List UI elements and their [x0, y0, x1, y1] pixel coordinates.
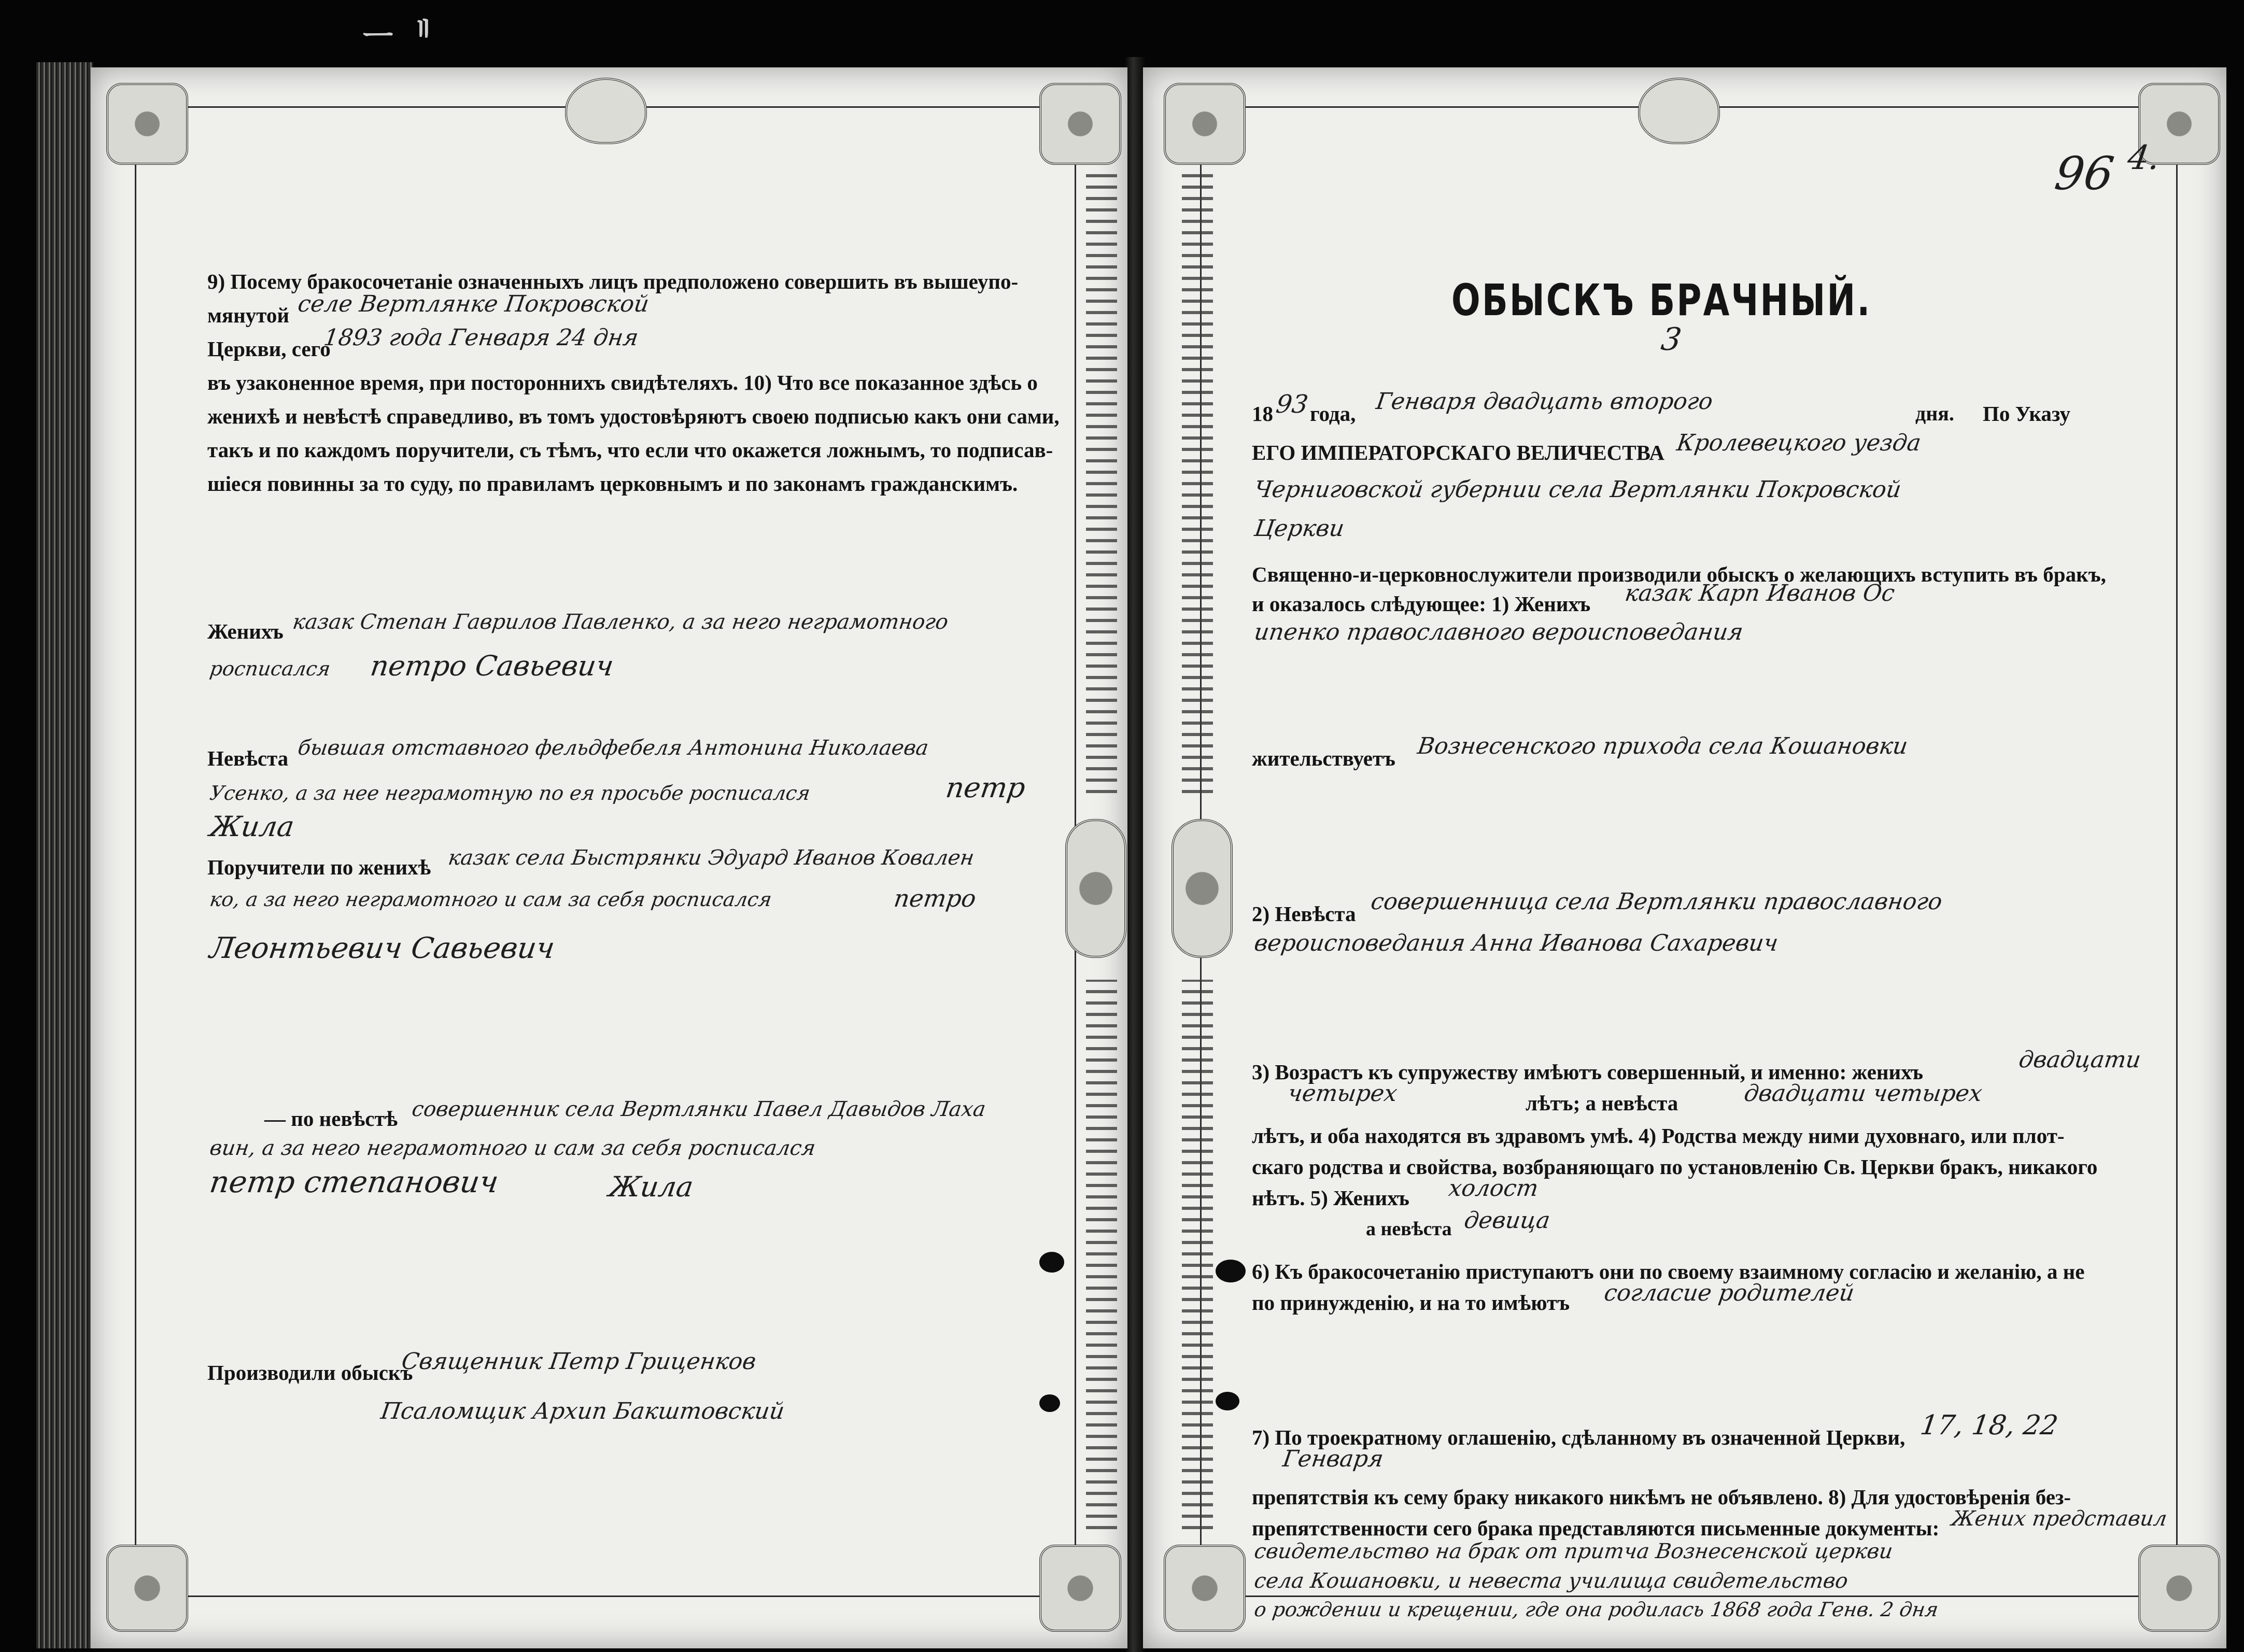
bride-status-label: а невѣста	[1366, 1218, 1452, 1240]
left-page-crest	[565, 78, 647, 144]
groom-signature-line2: росписался	[208, 657, 332, 680]
groom-guarantors-signatory-2: Леонтьевич Савьевич	[207, 931, 557, 965]
bride-name-handwritten-line1: совершенница села Вертлянки православного	[1369, 888, 1944, 915]
groom-guarantors-label: Поручители по женихѣ	[207, 855, 431, 879]
residence-handwritten: Вознесенского прихода села Кошановки	[1416, 733, 1910, 759]
performers-label: Производили обыскъ	[207, 1361, 413, 1385]
right-page-crest	[1638, 78, 1720, 144]
clause-9-label-church: мянутой	[207, 303, 289, 327]
performer-priest-signature: Священник Петр Гриценков	[400, 1348, 758, 1375]
right-page-frame	[1200, 106, 2178, 1597]
majesty-header: ЕГО ИМПЕРАТОРСКАГО ВЕЛИЧЕСТВА	[1252, 441, 1664, 464]
border-vine	[1086, 980, 1117, 1529]
groom-status-handwritten: холост	[1447, 1175, 1540, 1202]
bride-signature-line2: Усенко, а за нее неграмотную по ея просьбе росписался	[208, 782, 812, 804]
residence-label: жительствуетъ	[1252, 746, 1395, 770]
corner-ornament	[1039, 83, 1121, 165]
groom-guarantors-line1: казак села Быстрянки Эдуард Иванов Ковален	[446, 846, 976, 870]
wedding-church-handwritten: селе Вертлянке Покровской	[296, 291, 651, 317]
intro-line1: Священно-и-церковнослужители производили обыскъ о желающихъ вступить въ бракъ,	[1252, 562, 2106, 586]
corner-ornament	[106, 83, 188, 165]
age-line2: лѣтъ; а невѣста	[1526, 1091, 1678, 1115]
page-number-secondary: 4.	[2125, 139, 2163, 177]
groom-guarantors-signatory-1: петро	[892, 884, 978, 912]
year-label: года,	[1310, 402, 1356, 426]
county-handwritten: Кролевецкого уезда	[1675, 430, 1923, 456]
corner-ornament	[1164, 83, 1246, 165]
ink-blot	[1039, 1252, 1064, 1273]
corner-ornament	[1164, 1545, 1246, 1632]
corner-ornament	[2138, 1545, 2220, 1632]
bride-guarantors-signatory-1: петр степанович	[207, 1164, 501, 1199]
clause-9-line6: такъ и по каждомъ поручители, съ тѣмъ, что если что окажется ложнымъ, то подписав-	[207, 438, 1053, 462]
groom-name-handwritten-line2: ипенко православного вероисповедания	[1252, 619, 1745, 645]
groom-name-handwritten-line1: казак Карп Иванов Ос	[1623, 580, 1897, 606]
left-page	[91, 67, 1127, 1648]
age-line5: нѣтъ. 5) Женихъ	[1252, 1186, 1409, 1210]
search-date-handwritten: Генваря двадцать второго	[1374, 388, 1715, 415]
right-page	[1143, 67, 2226, 1648]
bride-guarantors-signatory-2: Жила	[606, 1170, 696, 1203]
banns-line3: препятственности сего брака представляются письменные документы:	[1252, 1516, 1940, 1540]
bride-status-handwritten: девица	[1462, 1207, 1552, 1234]
age-line3: лѣтъ, и оба находятся въ здравомъ умѣ. 4) Родства между ними духовнаго, или плот-	[1252, 1124, 2065, 1148]
border-vine	[1182, 980, 1213, 1529]
groom-age-handwritten-2: четырех	[1286, 1080, 1399, 1107]
side-ornament	[1172, 819, 1233, 958]
corner-ornament	[1039, 1545, 1121, 1632]
bride-guarantors-label: — по невѣстѣ	[264, 1107, 398, 1131]
banns-dates-handwritten: 17, 18, 22	[1918, 1410, 2060, 1441]
clause-9-line1: 9) Посему бракосочетаніе означенныхъ лицъ предположено совершить въ вышеупо-	[207, 270, 1019, 293]
bride-label: Невѣста	[207, 746, 289, 770]
age-line4: скаго родства и свойства, возбраняющаго по установленію Св. Церкви бракъ, никакого	[1252, 1155, 2098, 1179]
intro-line2: и оказалось слѣдующее: 1) Женихъ	[1252, 592, 1591, 616]
ink-blot	[1216, 1260, 1246, 1282]
bride-guarantors-line1: совершенник села Вертлянки Павел Давыдов Лаха	[410, 1097, 987, 1121]
book-gutter	[1125, 57, 1146, 1652]
bride-signatory-1: петр	[943, 771, 1028, 804]
side-ornament	[1065, 819, 1126, 958]
groom-signature-line1: казак Степан Гаврилов Павленко, а за него неграмотного	[291, 610, 950, 634]
banns-line1: 7) По троекратному оглашенію, сдѣланному въ означенной Церкви,	[1252, 1425, 1906, 1449]
banns-line2: препятствія къ сему браку никакого никѣмъ не объявлено. 8) Для удостовѣренія без-	[1252, 1485, 2071, 1509]
bride-signature-line1: бывшая отставного фельдфебеля Антонина Николаева	[296, 736, 930, 760]
performer-psalmist-signature: Псаломщик Архип Бакштовский	[379, 1398, 786, 1424]
groom-signatory: петро Савьевич	[368, 649, 616, 682]
bride-signatory-2: Жила	[207, 810, 297, 843]
bride-name-handwritten-line2: вероисповедания Анна Иванова Сахаревич	[1252, 930, 1780, 956]
record-number: 3	[1659, 321, 1684, 358]
corner-ornament	[106, 1545, 188, 1632]
ink-blot	[1216, 1392, 1239, 1410]
clause-9-line7: шіеся повинны за то суду, по правиламъ церковнымъ и по законамъ гражданскимъ.	[207, 472, 1018, 496]
church-handwritten-line1: Черниговской губернии села Вертлянки Покровской	[1252, 476, 1903, 503]
border-vine	[1182, 171, 1213, 793]
decree-label: По Указу	[1983, 402, 2070, 426]
clause-9-line5: женихѣ и невѣстѣ справедливо, въ томъ удостовѣряютъ своею подписью какъ они сами,	[207, 404, 1060, 428]
documents-handwritten-line1: свидетельство на брак от притча Вознесенской церкви	[1252, 1540, 1895, 1563]
consent-line1: 6) Къ бракосочетанію приступаютъ они по своему взаимному согласію и желанію, а не	[1252, 1260, 2085, 1283]
document-title: ОБЫСКЪ БРАЧНЫЙ.	[1451, 275, 1872, 326]
clause-9-line4: въ узаконенное время, при постороннихъ свидѣтеляхъ. 10) Что все показанное здѣсь о	[207, 371, 1038, 394]
binding-marks: ᅳ ᅵᅵ	[363, 18, 431, 52]
border-vine	[1086, 171, 1117, 793]
age-line1: 3) Возрастъ къ супружеству имѣютъ совершенный, и именно: женихъ	[1252, 1060, 1924, 1084]
church-handwritten-line2: Церкви	[1252, 515, 1346, 542]
documents-handwritten-line2: села Кошановки, и невеста училища свидетельство	[1252, 1569, 1850, 1593]
year-prefix: 18	[1252, 402, 1273, 426]
groom-age-handwritten-1: двадцати	[2017, 1047, 2143, 1073]
year-handwritten: 93	[1274, 390, 1310, 419]
book-page-edges	[36, 62, 93, 1648]
consent-line2: по принужденію, и на то имѣютъ	[1252, 1291, 1570, 1315]
documents-handwritten-line3: о рождении и крещении, где она родилась 1868 года Генв. 2 дня	[1252, 1598, 1940, 1621]
page-number: 96	[2051, 147, 2118, 200]
groom-label: Женихъ	[207, 619, 284, 643]
ink-blot	[1039, 1394, 1060, 1412]
bride-age-handwritten: двадцати четырех	[1742, 1080, 1984, 1107]
documents-handwritten-line0: Жених представил	[1950, 1507, 2169, 1531]
groom-guarantors-line2: ко, а за него неграмотного и сам за себя росписался	[208, 888, 773, 911]
bride-guarantors-line2: вин, а за него неграмотного и сам за себя росписался	[208, 1136, 817, 1160]
clause-9-label-date: Церкви, сего	[207, 337, 331, 361]
bride-label: 2) Невѣста	[1252, 902, 1356, 926]
day-label: дня.	[1915, 402, 1954, 425]
banns-month-handwritten: Генваря	[1281, 1446, 1385, 1472]
wedding-date-handwritten: 1893 года Генваря 24 дня	[322, 324, 640, 351]
consent-handwritten: согласие родителей	[1602, 1280, 1856, 1306]
